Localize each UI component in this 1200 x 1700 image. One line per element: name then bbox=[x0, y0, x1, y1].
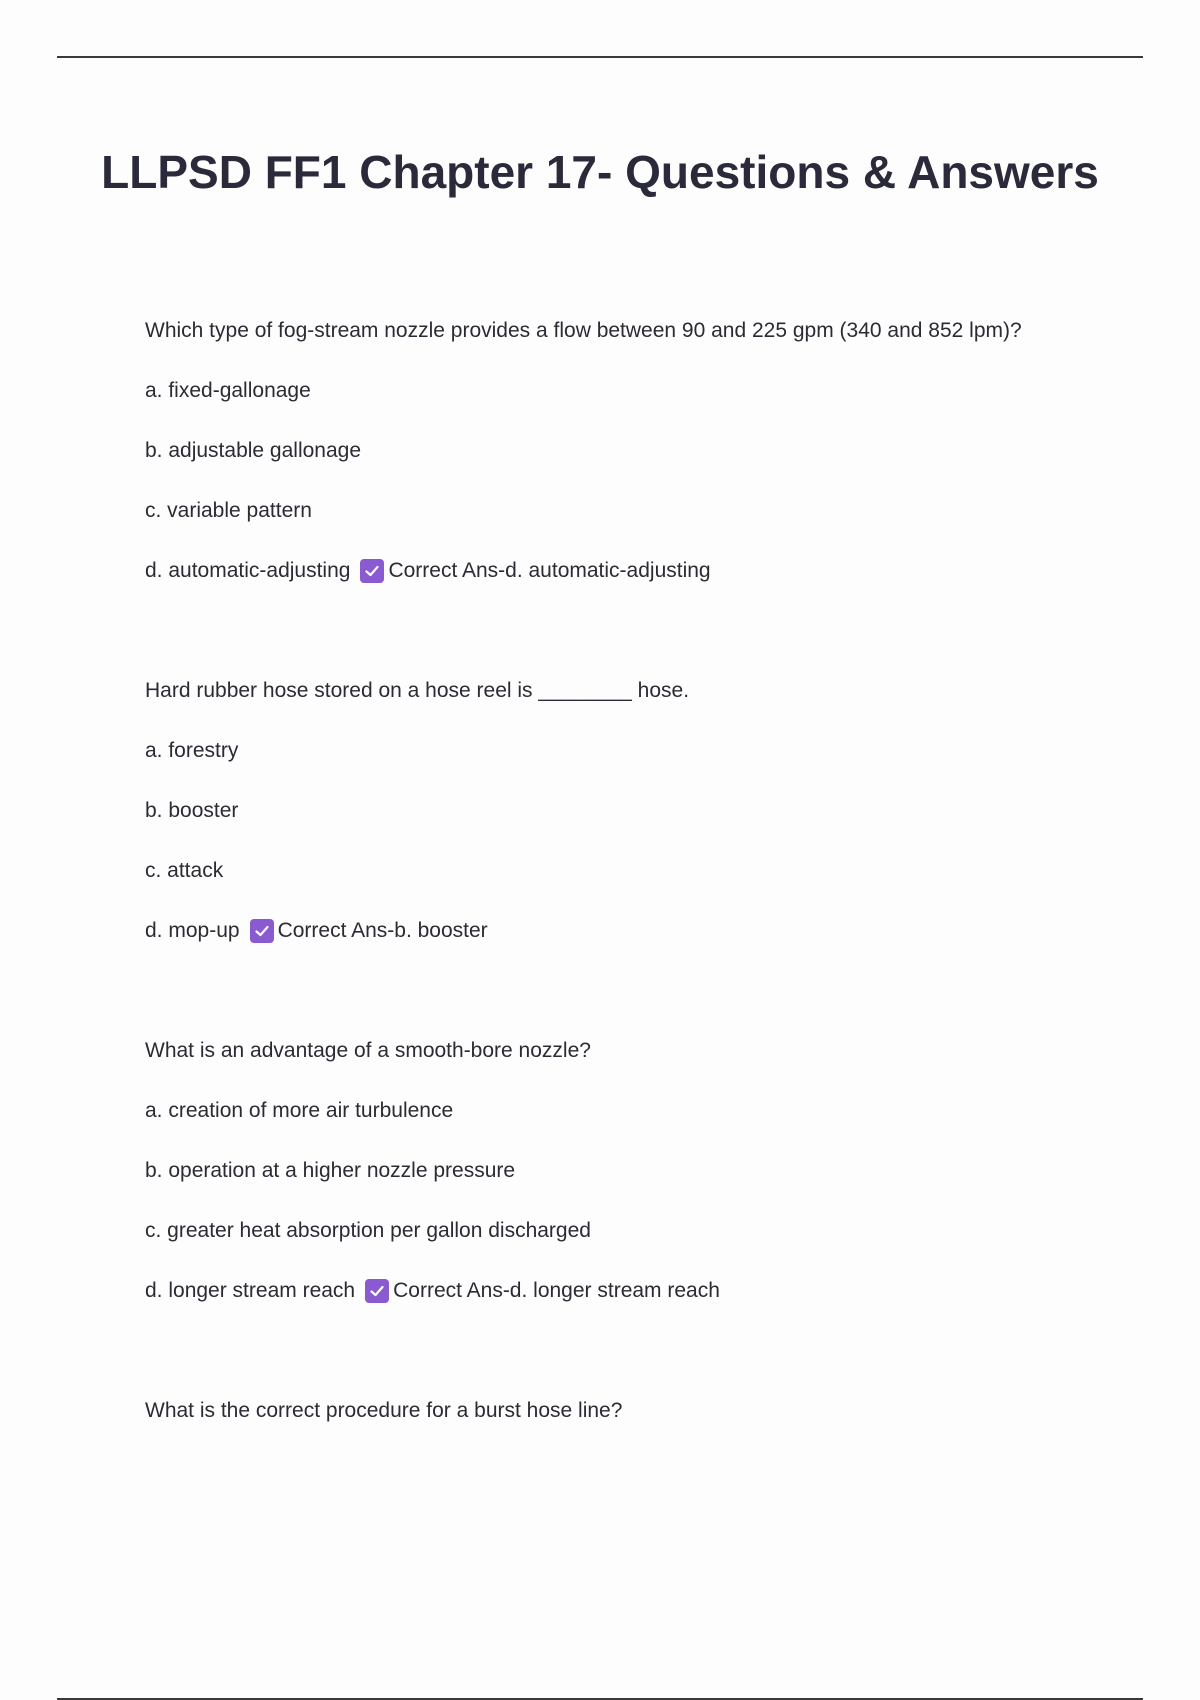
checkbox-checked-icon bbox=[250, 919, 274, 943]
question-text: What is an advantage of a smooth-bore nozzle? bbox=[145, 1039, 591, 1062]
option-b: b. adjustable gallonage bbox=[145, 439, 362, 462]
correct-answer: Correct Ans-d. automatic-adjusting bbox=[388, 559, 711, 582]
question-block-4 bbox=[145, 1396, 1105, 1426]
option-a: a. fixed-gallonage bbox=[145, 379, 311, 402]
question-block-1 bbox=[145, 316, 1105, 586]
option-b: b. booster bbox=[145, 799, 239, 822]
correct-answer: Correct Ans-b. booster bbox=[277, 919, 488, 942]
question-block-2 bbox=[145, 676, 1105, 946]
checkbox-checked-icon bbox=[360, 559, 384, 583]
question-text: What is the correct procedure for a burst hose line? bbox=[145, 1399, 623, 1422]
option-d: d. mop-up bbox=[145, 919, 240, 942]
question-list bbox=[145, 316, 1105, 1426]
document-title: LLPSD FF1 Chapter 17- Questions & Answers bbox=[101, 146, 1099, 198]
question-text: Which type of fog-stream nozzle provides a flow between 90 and 225 gpm (340 and 852 lpm)? bbox=[145, 319, 1022, 342]
option-d-with-answer bbox=[145, 556, 1105, 586]
option-a: a. forestry bbox=[145, 739, 239, 762]
option-d-with-answer bbox=[145, 916, 1105, 946]
option-a: a. creation of more air turbulence bbox=[145, 1099, 454, 1122]
correct-answer: Correct Ans-d. longer stream reach bbox=[393, 1279, 720, 1302]
option-b: b. operation at a higher nozzle pressure bbox=[145, 1159, 516, 1182]
question-block-3 bbox=[145, 1036, 1105, 1306]
option-c: c. attack bbox=[145, 859, 224, 882]
option-c: c. greater heat absorption per gallon discharged bbox=[145, 1219, 591, 1242]
option-d: d. longer stream reach bbox=[145, 1279, 356, 1302]
top-divider bbox=[57, 56, 1143, 58]
question-text: Hard rubber hose stored on a hose reel is ________ hose. bbox=[145, 679, 690, 702]
option-d: d. automatic-adjusting bbox=[145, 559, 351, 582]
option-d-with-answer bbox=[145, 1276, 1105, 1306]
checkbox-checked-icon bbox=[365, 1279, 389, 1303]
option-c: c. variable pattern bbox=[145, 499, 312, 522]
